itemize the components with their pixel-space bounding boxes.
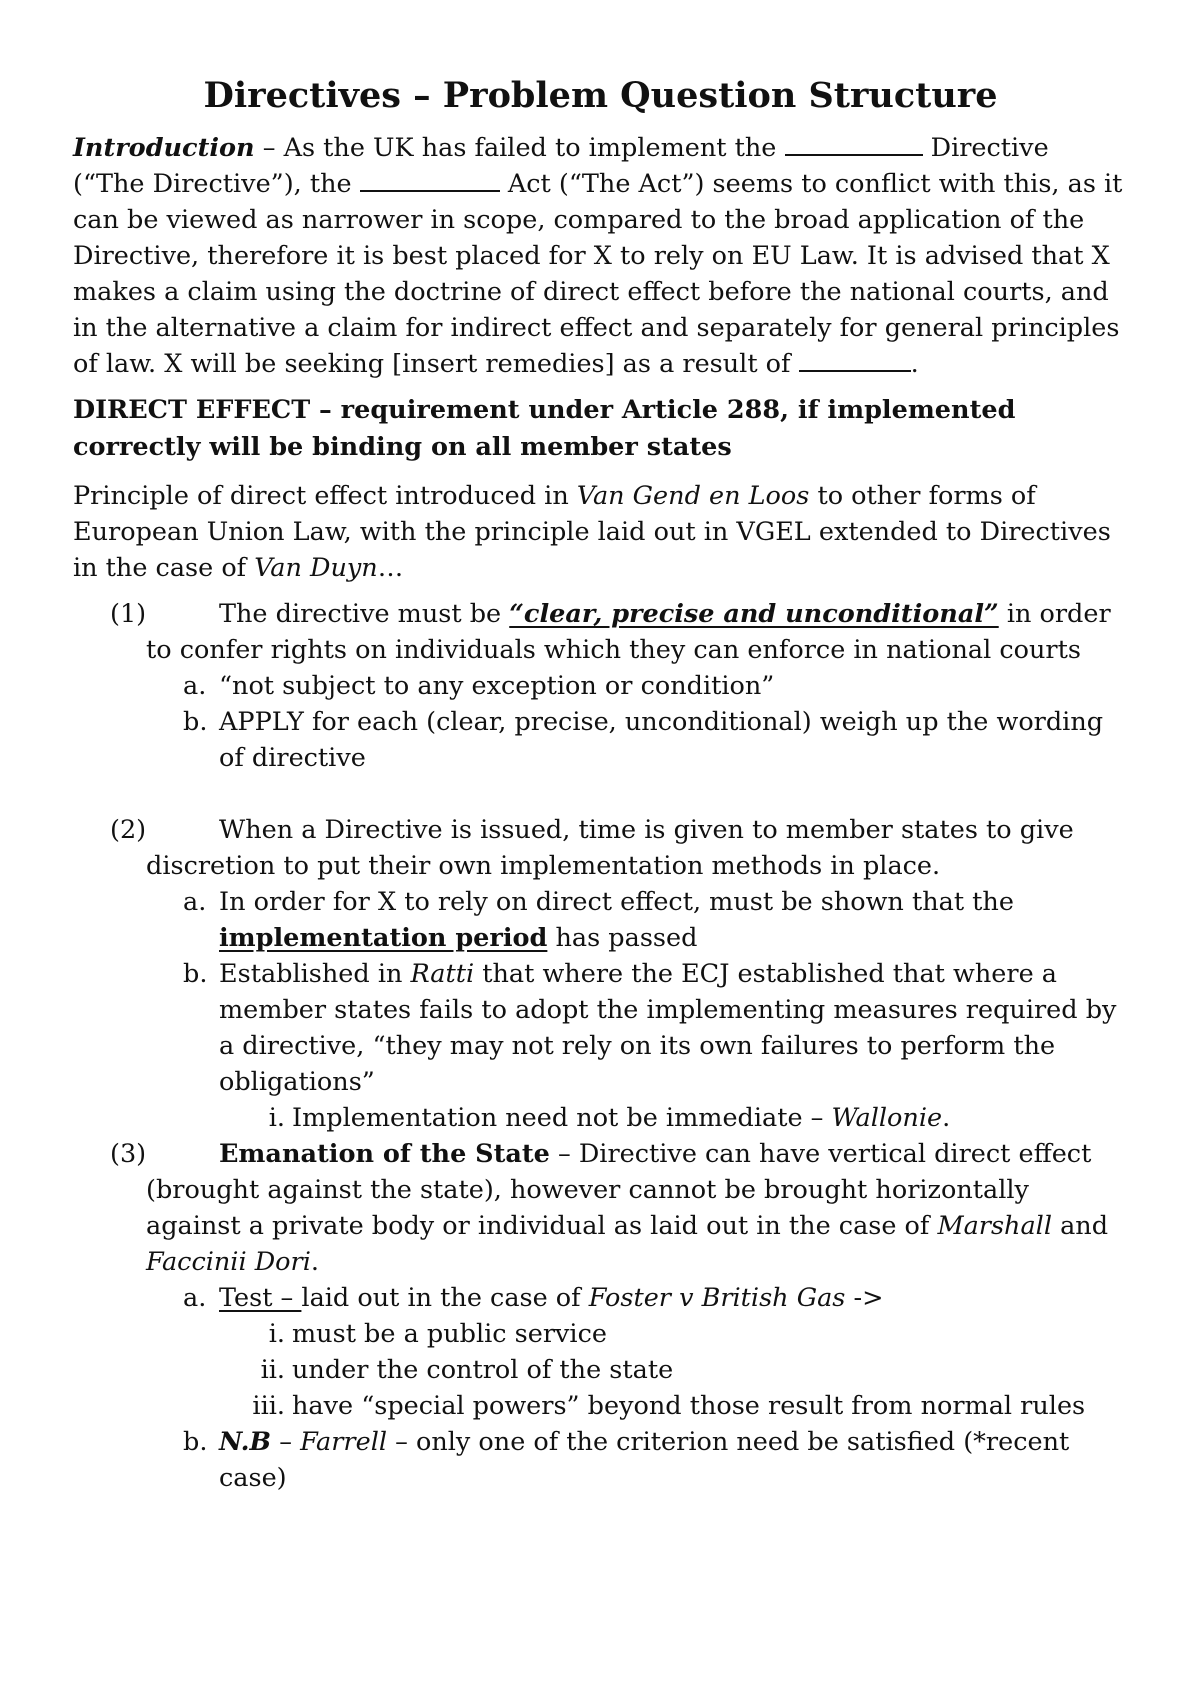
- item-1-text: [73, 596, 1128, 668]
- blank-act-name: [360, 168, 500, 192]
- item-1-sub-a: [73, 668, 1128, 704]
- blank-result: [799, 348, 911, 372]
- item-3-number: (3): [110, 1139, 147, 1169]
- list-item-2: [73, 812, 1128, 1136]
- item-3-sub-a-i-marker: i.: [268, 1319, 285, 1349]
- case-van-duyn: Van Duyn: [254, 553, 378, 583]
- item-2-sub-b-i-marker: i.: [268, 1103, 285, 1133]
- item-1-sub-a-marker: a.: [183, 671, 207, 701]
- item-3-text-3: .: [310, 1247, 319, 1277]
- principle-text-3: …: [377, 553, 404, 583]
- item-2-sub-b-text-1: Established in: [219, 959, 411, 989]
- test-label: Test –: [219, 1283, 302, 1313]
- item-3-sub-a-iii-text: have “special powers” beyond those result from normal rules: [292, 1391, 1086, 1421]
- item-2-sub-b-i-text-2: .: [942, 1103, 951, 1133]
- item-3-sub-a-iii: [73, 1388, 1128, 1424]
- intro-text-2: Directive (“The Directive”), the: [73, 133, 1049, 199]
- item-2-text: [73, 812, 1128, 884]
- item-2-sub-a: [73, 884, 1128, 956]
- item-3-sub-a-marker: a.: [183, 1283, 207, 1313]
- item-3-sub-b-marker: b.: [183, 1427, 208, 1457]
- case-foster-v-british-gas: Foster v British Gas: [588, 1283, 846, 1313]
- page-title: Directives – Problem Question Structure: [203, 75, 998, 116]
- item-2-sub-b-i: [73, 1100, 1128, 1136]
- introduction-paragraph: [73, 130, 1128, 382]
- item-1-emphasis: “clear, precise and unconditional”: [509, 599, 999, 629]
- emanation-of-state-label: Emanation of the State: [219, 1139, 550, 1169]
- item-3-sub-a-i: [73, 1316, 1128, 1352]
- item-1-sub-a-text: “not subject to any exception or condition”: [219, 671, 775, 701]
- item-3-sub-a-iii-marker: iii.: [252, 1391, 285, 1421]
- item-1-text-2: in order to confer rights on individuals which they can enforce in national courts: [146, 599, 1111, 665]
- intro-text-4: .: [910, 349, 919, 379]
- case-farrell: Farrell: [300, 1427, 388, 1457]
- item-2-sub-b-marker: b.: [183, 959, 208, 989]
- blank-directive-name: [785, 132, 923, 156]
- item-3-sub-a-text-2: ->: [845, 1283, 884, 1313]
- case-ratti: Ratti: [410, 959, 475, 989]
- spacer: [73, 776, 1128, 812]
- nb-label: N.B: [219, 1427, 272, 1457]
- item-2-number: (2): [110, 815, 147, 845]
- implementation-period-emphasis: implementation period: [219, 923, 548, 953]
- item-1-sub-b-marker: b.: [183, 707, 208, 737]
- case-wallonie: Wallonie: [831, 1103, 943, 1133]
- item-3-text: [73, 1136, 1128, 1280]
- item-3-sub-a-text-1: laid out in the case of: [301, 1283, 589, 1313]
- item-3-text-1: – Directive can have vertical direct effect (brought against the state), however cannot be brought horizontally against a private body or individual as laid out in the case of: [146, 1139, 1092, 1241]
- item-3-sub-b-dash: –: [271, 1427, 301, 1457]
- item-3-sub-a-ii: [73, 1352, 1128, 1388]
- item-3-text-2: and: [1051, 1211, 1109, 1241]
- item-3-sub-a-i-text: must be a public service: [292, 1319, 607, 1349]
- case-van-gend-en-loos: Van Gend en Loos: [576, 481, 810, 511]
- intro-text-3: Act (“The Act”) seems to conflict with this, as it can be viewed as narrower in scope, compared to the broad application of the Directive, therefore it is best placed for X to rely on EU Law. It is advised that X makes a claim using the doctrine of direct effect before the national courts, and in the alternative a claim for indirect effect and separately for general principles of law. X will be seeking [insert remedies] as a result of: [73, 169, 1123, 379]
- item-2-sub-b-i-text-1: Implementation need not be immediate –: [292, 1103, 832, 1133]
- case-faccinii-dori: Faccinii Dori: [146, 1247, 311, 1277]
- item-1-sub-b-text: APPLY for each (clear, precise, unconditional) weigh up the wording of directive: [219, 707, 1104, 773]
- principle-text-1: Principle of direct effect introduced in: [73, 481, 577, 511]
- direct-effect-heading: DIRECT EFFECT – requirement under Article 288, if implemented correctly will be binding on all member states: [73, 395, 1016, 462]
- principle-paragraph: [73, 478, 1128, 586]
- item-3-sub-a: [73, 1280, 1128, 1316]
- list-item-1: [73, 596, 1128, 776]
- intro-text-1: – As the UK has failed to implement the: [254, 133, 785, 163]
- item-3-sub-b-text: – only one of the criterion need be satisfied (*recent case): [219, 1427, 1070, 1493]
- case-marshall: Marshall: [937, 1211, 1052, 1241]
- item-2-text-1: When a Directive is issued, time is given to member states to give discretion to put their own implementation methods in place.: [146, 815, 1074, 881]
- item-2-sub-a-marker: a.: [183, 887, 207, 917]
- item-1-number: (1): [110, 599, 147, 629]
- principle-text-2: to other forms of European Union Law, with the principle laid out in VGEL extended to Directives in the case of: [73, 481, 1111, 583]
- item-1-sub-b: [73, 704, 1128, 776]
- introduction-label: Introduction: [73, 133, 255, 163]
- item-3-sub-b: [73, 1424, 1128, 1496]
- list-item-3: [73, 1136, 1128, 1496]
- item-3-sub-a-ii-marker: ii.: [260, 1355, 285, 1385]
- item-2-sub-a-text-2: has passed: [547, 923, 698, 953]
- item-2-sub-a-text-1: In order for X to rely on direct effect, must be shown that the: [219, 887, 1014, 917]
- item-3-sub-a-ii-text: under the control of the state: [292, 1355, 674, 1385]
- item-1-text-1: The directive must be: [219, 599, 510, 629]
- item-2-sub-b-text-2: that where the ECJ established that where a member states fails to adopt the implementing measures required by a directive, “they may not rely on its own failures to perform the obligations”: [219, 959, 1117, 1097]
- item-2-sub-b: [73, 956, 1128, 1100]
